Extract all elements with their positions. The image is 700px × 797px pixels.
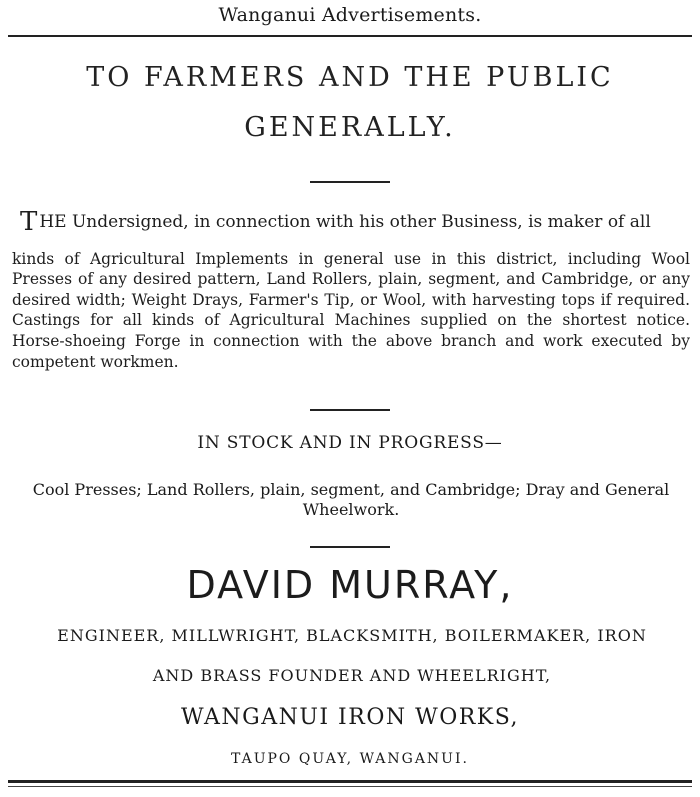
divider-1	[310, 181, 390, 183]
trades-line-2: AND BRASS FOUNDER AND WHEELRIGHT,	[152, 666, 552, 685]
section-header: Wanganui Advertisements.	[218, 4, 482, 26]
headline-line-1: TO FARMERS AND THE PUBLIC	[86, 62, 614, 93]
works-name: WANGANUI IRON WORKS,	[180, 705, 520, 730]
trades-line-1: ENGINEER, MILLWRIGHT, BLACKSMITH, BOILERMAKER, IRON	[57, 626, 647, 645]
divider-3	[310, 546, 390, 548]
body-paragraph: kinds of Agricultural Implements in general use in this district, including Wool Presses of any desired pattern, Land Rollers, plain, segment, and Cambridge, or any desired width; Weight Drays, Farmer's Tip, or Wool, with harvesting tops if required. Castings for all kinds of Agricultural Machines supplied on the shortest notice. Horse-shoeing Forge in connection with the above branch and work executed by competent workmen.	[12, 249, 690, 371]
stock-text: Cool Presses; Land Rollers, plain, segment, and Cambridge; Dray and General Wheelwork.	[32, 480, 670, 519]
footer-divider-thin	[8, 786, 692, 787]
footer-divider	[8, 780, 692, 783]
stock-heading: IN STOCK AND IN PROGRESS—	[197, 433, 503, 453]
address: TAUPO QUAY, WANGANUI.	[231, 751, 469, 767]
divider-2	[310, 409, 390, 411]
body-first-line	[12, 207, 690, 237]
drop-cap: T	[20, 207, 38, 237]
body-first-line-text: HE Undersigned, in connection with his other Business, is maker of all	[39, 212, 651, 232]
proprietor-name: DAVID MURRAY,	[186, 563, 514, 607]
body-text	[12, 207, 690, 372]
header-divider	[8, 35, 692, 37]
headline-line-2: GENERALLY.	[244, 112, 456, 143]
